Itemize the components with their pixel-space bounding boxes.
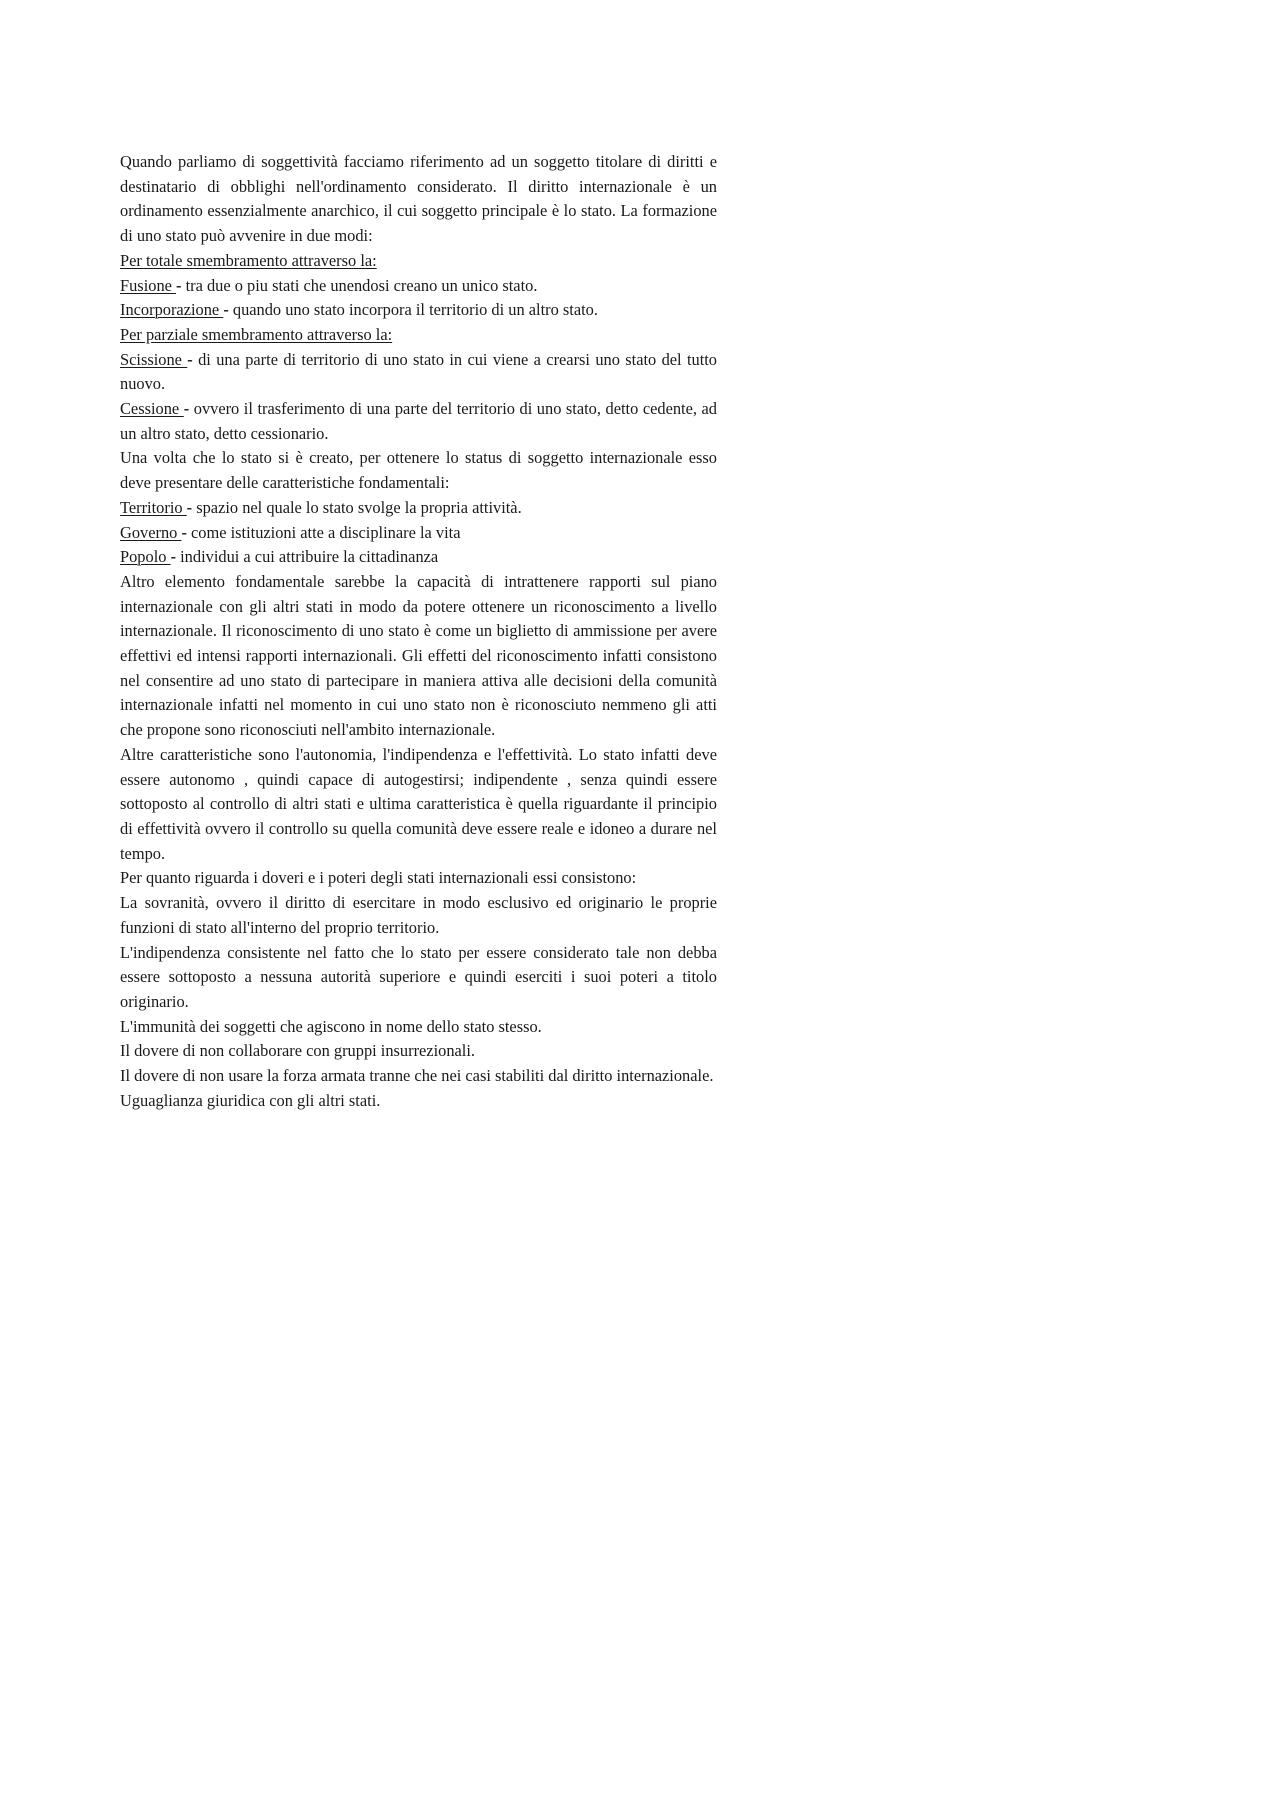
item-popolo xyxy=(120,545,717,570)
dash: - xyxy=(176,275,182,295)
item-fusione xyxy=(120,274,717,299)
paragraph-intro: Quando parliamo di soggettività facciamo riferimento ad un soggetto titolare di diritti e destinatario di obblighi nell'ordinamento considerato. Il diritto internazionale è un ordinamento essenzialmente anarchico, il cui soggetto principale è lo stato. La formazione di uno stato può avvenire in due modi: xyxy=(120,152,717,246)
paragraph-forza: Il dovere di non usare la forza armata tranne che nei casi stabiliti dal diritto internazionale. xyxy=(120,1066,714,1086)
item-governo xyxy=(120,521,717,546)
term-territorio: Territorio xyxy=(120,497,187,517)
paragraph-riconoscimento: Altro elemento fondamentale sarebbe la capacità di intrattenere rapporti sul piano internazionale con gli altri stati in modo da potere ottenere un riconoscimento a livello internazionale. Il riconoscimento di uno stato è come un biglietto di ammissione per avere effettivi ed intensi rapporti internazionali. Gli effetti del riconoscimento infatti consistono nel consentire ad uno stato di partecipare in maniera attiva alle decisioni della comunità internazionale infatti nel momento in cui uno stato non è riconosciuto nemmeno gli atti che propone sono riconosciuti nell'ambito internazionale. xyxy=(120,571,717,740)
item-incorporazione xyxy=(120,298,717,323)
heading-parziale-smembramento xyxy=(120,323,717,348)
dash: - xyxy=(187,349,193,369)
definition-popolo: individui a cui attribuire la cittadinanza xyxy=(176,547,439,567)
term-cessione: Cessione xyxy=(120,399,184,419)
document-page xyxy=(120,150,717,1113)
dash: - xyxy=(181,522,187,542)
definition-governo: come istituzioni atte a disciplinare la vita xyxy=(186,522,461,542)
term-governo: Governo xyxy=(120,522,182,542)
definition-incorporazione: quando uno stato incorpora il territorio di un altro stato. xyxy=(228,300,598,320)
dash: - xyxy=(186,497,193,517)
item-territorio xyxy=(120,496,717,521)
term-scissione: Scissione xyxy=(120,349,188,369)
item-cessione xyxy=(120,397,717,446)
dash: - xyxy=(170,547,177,567)
term-incorporazione: Incorporazione xyxy=(120,300,224,320)
paragraph-sovranita: La sovranità, ovvero il diritto di esercitare in modo esclusivo ed originario le proprie funzioni di stato all'interno del proprio territorio. xyxy=(120,893,717,937)
paragraph-immunita: L'immunità dei soggetti che agiscono in nome dello stato stesso. xyxy=(120,1016,542,1036)
paragraph-collaborare: Il dovere di non collaborare con gruppi insurrezionali. xyxy=(120,1041,476,1061)
term-popolo: Popolo xyxy=(120,547,171,567)
definition-scissione: di una parte di territorio di uno stato in cui viene a crearsi uno stato del tutto nuovo. xyxy=(120,349,717,394)
definition-fusione: tra due o piu stati che unendosi creano un unico stato. xyxy=(181,275,538,295)
heading-totale-smembramento xyxy=(120,249,717,274)
paragraph-indipendenza: L'indipendenza consistente nel fatto che lo stato per essere considerato tale non debba essere sottoposto a nessuna autorità superiore e quindi eserciti i suoi poteri a titolo originario. xyxy=(120,942,717,1011)
heading-text: Per totale smembramento attraverso la: xyxy=(120,250,377,270)
dash: - xyxy=(183,399,190,419)
dash: - xyxy=(223,300,229,320)
heading-text: Per parziale smembramento attraverso la: xyxy=(120,324,393,344)
term-fusione: Fusione xyxy=(120,275,177,295)
paragraph-status: Una volta che lo stato si è creato, per ottenere lo status di soggetto internazionale esso deve presentare delle caratteristiche fondamentali: xyxy=(120,448,717,493)
item-scissione xyxy=(120,348,717,397)
paragraph-doveri: Per quanto riguarda i doveri e i poteri degli stati internazionali essi consistono: xyxy=(120,868,637,888)
definition-territorio: spazio nel quale lo stato svolge la propria attività. xyxy=(192,497,522,517)
definition-cessione: ovvero il trasferimento di una parte del territorio di uno stato, detto cedente, ad un altro stato, detto cessionario. xyxy=(120,399,717,443)
paragraph-caratteristiche: Altre caratteristiche sono l'autonomia, l'indipendenza e l'effettività. Lo stato infatti deve essere autonomo , quindi capace di autogestirsi; indipendente , senza quindi essere sottoposto al controllo di altri stati e ultima caratteristica è quella riguardante il principio di effettività ovvero il controllo su quella comunità deve essere reale e idoneo a durare nel tempo. xyxy=(120,744,717,863)
paragraph-uguaglianza: Uguaglianza giuridica con gli altri stati. xyxy=(120,1090,381,1110)
